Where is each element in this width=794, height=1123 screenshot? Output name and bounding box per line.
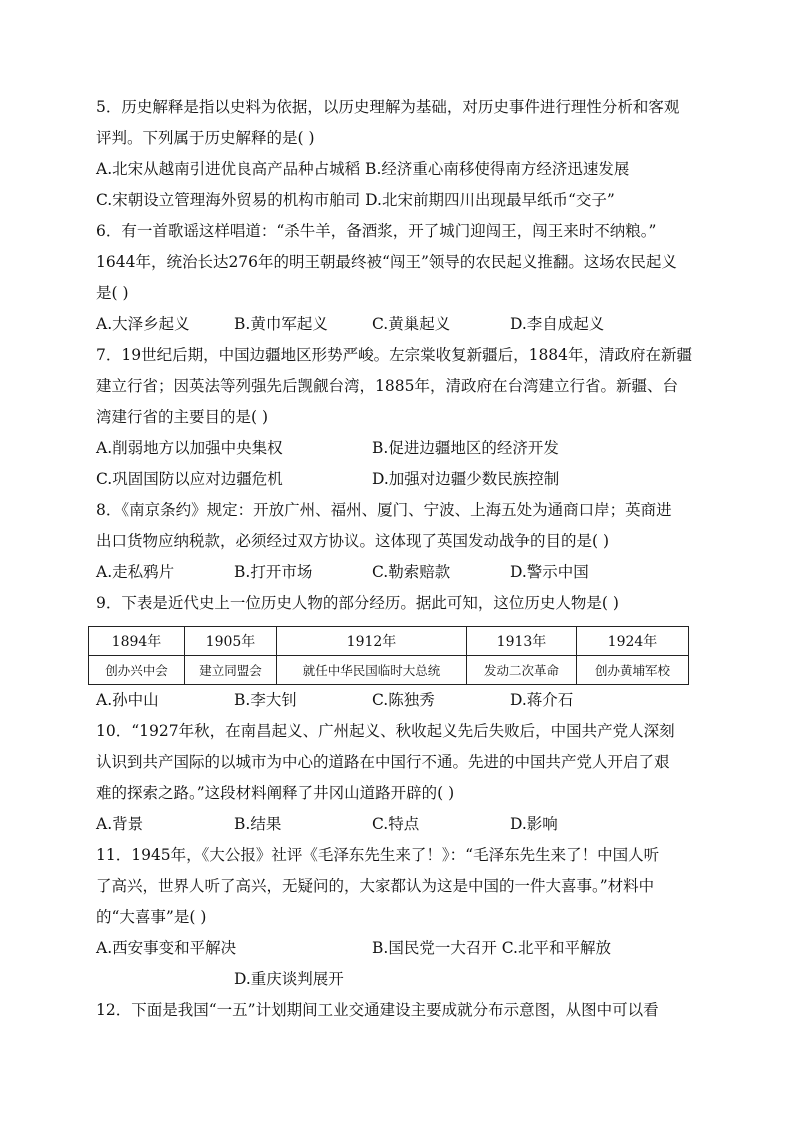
q7-stem-line3: 湾建行省的主要目的是( ) [96,408,269,426]
table-row-years [89,627,689,656]
q5-stem-line1: 5．历史解释是指以史料为依据，以历史理解为基础，对历史事件进行理性分析和客观 [96,98,680,116]
q10-option-d: D.影响 [510,815,558,833]
q9-option-d: D.蒋介石 [510,691,574,709]
q10-option-a: A.背景 [96,815,144,833]
q6-option-c: C.黄巢起义 [372,315,451,333]
q11-option-d: D.重庆谈判展开 [234,970,344,988]
q11-stem-line1: 11．1945年，《大公报》社评《毛泽东先生来了！》：“毛泽东先生来了！中国人听 [96,846,660,864]
table-cell-event: 就任中华民国临时大总统 [277,656,467,685]
q11-stem-line2: 了高兴，世界人听了高兴，无疑问的，大家都认为这是中国的一件大喜事。”材料中 [96,877,655,895]
q10-stem-line1: 10．“1927年秋，在南昌起义、广州起义、秋收起义先后失败后，中国共产党人深刻 [96,722,675,740]
q8-option-a: A.走私鸦片 [96,563,175,581]
q6-stem-line1: 6．有一首歌谣这样唱道：“杀牛羊，备酒浆，开了城门迎闯王，闯王来时不纳粮。” [96,222,657,240]
q5-options-ab: A.北宋从越南引进优良高产品种占城稻 B.经济重心南移使得南方经济迅速发展 [96,160,630,178]
q5-stem-line2: 评判。下列属于历史解释的是( ) [96,129,315,147]
table-cell-event: 创办兴中会 [89,656,185,685]
q8-option-b: B.打开市场 [234,563,313,581]
q12-stem-line1: 12．下面是我国“一五”计划期间工业交通建设主要成就分布示意图，从图中可以看 [96,1001,659,1019]
q8-option-c: C.勒索赔款 [372,563,451,581]
table-cell-year: 1913年 [467,627,577,656]
q10-option-b: B.结果 [234,815,282,833]
table-cell-event: 发动二次革命 [467,656,577,685]
table-cell-event: 创办黄埔军校 [577,656,689,685]
q6-option-a: A.大泽乡起义 [96,315,190,333]
q8-stem-line2: 出口货物应纳税款，必须经过双方协议。这体现了英国发动战争的目的是( ) [96,532,610,550]
history-figure-table [88,626,689,685]
q10-option-c: C.特点 [372,815,420,833]
q6-stem-line3: 是( ) [96,284,129,302]
table-row-events [89,656,689,685]
q11-stem-line3: 的“大喜事”是( ) [96,908,207,926]
q7-option-c: C.巩固国防以应对边疆危机 [96,470,283,488]
q6-option-d: D.李自成起义 [510,315,605,333]
q8-stem-line1: 8．《南京条约》规定：开放广州、福州、厦门、宁波、上海五处为通商口岸；英商进 [96,501,672,519]
table-cell-year: 1905年 [185,627,277,656]
q9-option-c: C.陈独秀 [372,691,435,709]
table-cell-year: 1912年 [277,627,467,656]
q10-stem-line3: 难的探索之路。”这段材料阐释了井冈山道路开辟的( ) [96,784,455,802]
table-cell-year: 1924年 [577,627,689,656]
table-cell-year: 1894年 [89,627,185,656]
q7-stem-line1: 7．19世纪后期，中国边疆地区形势严峻。左宗棠收复新疆后，1884年，清政府在新疆 [96,346,693,364]
q9-option-b: B.李大钊 [234,691,297,709]
q6-option-b: B.黄巾军起义 [234,315,328,333]
q11-option-bc: B.国民党一大召开 C.北平和平解放 [372,939,611,957]
table-cell-event: 建立同盟会 [185,656,277,685]
q6-stem-line2: 1644年，统治长达276年的明王朝最终被“闯王”领导的农民起义推翻。这场农民起义 [96,253,677,271]
q8-option-d: D.警示中国 [510,563,589,581]
q7-option-a: A.削弱地方以加强中央集权 [96,439,283,457]
q7-stem-line2: 建立行省；因英法等列强先后觊觎台湾，1885年，清政府在台湾建立行省。新疆、台 [96,377,678,395]
q9-stem-line1: 9．下表是近代史上一位历史人物的部分经历。据此可知，这位历史人物是( ) [96,594,619,612]
q10-stem-line2: 认识到共产国际的以城市为中心的道路在中国行不通。先进的中国共产党人开启了艰 [96,753,670,771]
q9-option-a: A.孙中山 [96,691,159,709]
q7-option-b: B.促进边疆地区的经济开发 [372,439,559,457]
q11-option-a: A.西安事变和平解决 [96,939,237,957]
q5-options-cd: C.宋朝设立管理海外贸易的机构市舶司 D.北宋前期四川出现最早纸币“交子” [96,191,615,209]
q7-option-d: D.加强对边疆少数民族控制 [372,470,560,488]
